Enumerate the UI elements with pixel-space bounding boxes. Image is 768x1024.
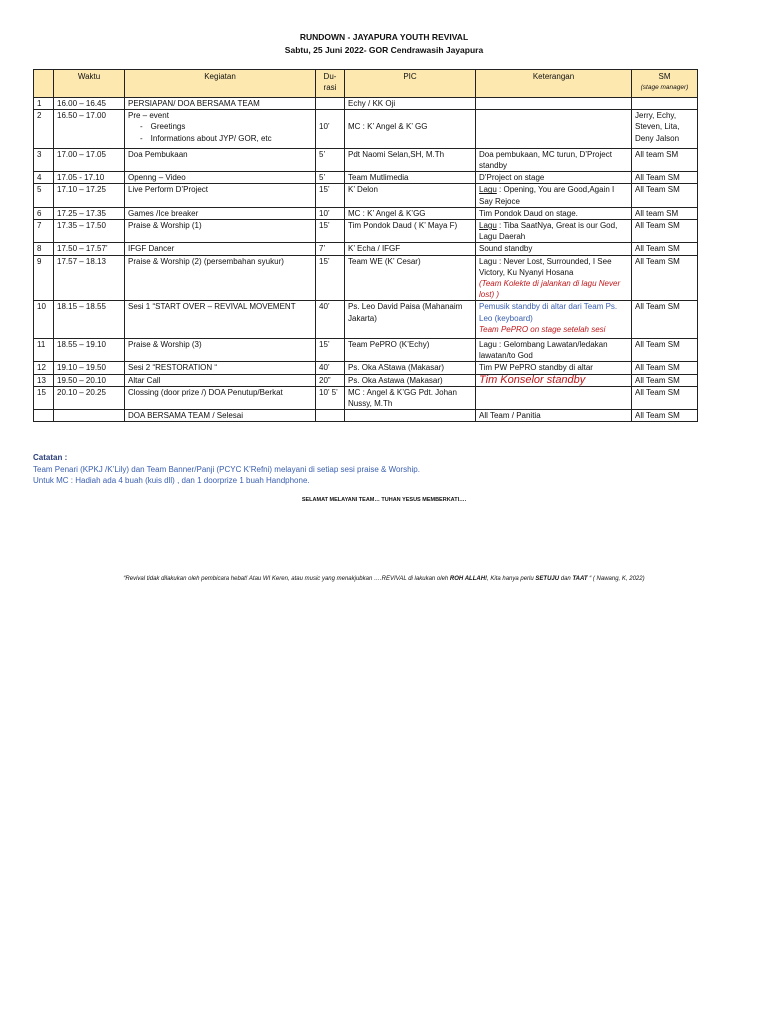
cell-durasi: 15’: [316, 255, 345, 301]
cell-sm: All Team SM: [632, 374, 698, 386]
keterangan-text: : Tiba SaatNya, Great is our God, Lagu Daerah: [479, 221, 618, 242]
sm-header-sublabel: (stage manager): [640, 84, 689, 92]
cell-no: 10: [34, 301, 54, 339]
cell-keterangan: [476, 386, 632, 409]
keterangan-text: Lagu : Never Lost, Surrounded, I See Victory, Ku Nyanyi Hosana: [479, 256, 612, 277]
cell-sm: All Team SM: [632, 243, 698, 255]
cell-waktu: 19.10 – 19.50: [54, 362, 125, 374]
cell-keterangan: [476, 301, 632, 339]
quote-text: dan: [559, 576, 573, 582]
notes-heading: Catatan :: [33, 453, 68, 462]
keterangan-text: : Opening, You are Good,Again I Say Rejoce: [479, 185, 615, 206]
table-row: [34, 220, 698, 243]
cell-sm: All Team SM: [632, 362, 698, 374]
cell-pic: Tim Pondok Daud ( K’ Maya F): [345, 220, 476, 243]
cell-kegiatan: Praise & Worship (3): [125, 339, 316, 362]
table-header-row: [34, 70, 698, 98]
cell-sm: All Team SM: [632, 386, 698, 409]
cell-kegiatan: Doa Pembukaan: [125, 148, 316, 171]
cell-durasi: 10’: [316, 207, 345, 219]
cell-keterangan: Sound standby: [476, 243, 632, 255]
kegiatan-subitem: - Informations about JYP/ GOR, etc: [154, 133, 312, 144]
table-row: [34, 148, 698, 171]
cell-no: 13: [34, 374, 54, 386]
cell-kegiatan: Openng – Video: [125, 172, 316, 184]
cell-keterangan: D’Project on stage: [476, 172, 632, 184]
cell-waktu: 17.57 – 18.13: [54, 255, 125, 301]
cell-no: 2: [34, 110, 54, 149]
cell-waktu: 17.50 – 17.57’: [54, 243, 125, 255]
keterangan-highlight: Tim Konselor standby: [479, 373, 586, 386]
cell-waktu: 17.05 - 17.10: [54, 172, 125, 184]
cell-sm: All Team SM: [632, 255, 698, 301]
cell-keterangan: Tim Pondok Daud on stage.: [476, 207, 632, 219]
closing-quote: [0, 576, 768, 582]
quote-emphasis: TAAT: [572, 576, 588, 582]
col-header-pic: PIC: [345, 70, 476, 98]
cell-kegiatan: Live Perform D’Project: [125, 184, 316, 207]
cell-sm: [632, 98, 698, 110]
table-row: [34, 301, 698, 339]
cell-kegiatan: DOA BERSAMA TEAM / Selesai: [125, 410, 316, 422]
cell-no: 5: [34, 184, 54, 207]
table-row: [34, 243, 698, 255]
cell-keterangan: [476, 220, 632, 243]
table-row: [34, 207, 698, 219]
cell-durasi: 15’: [316, 220, 345, 243]
col-header-sm: [632, 70, 698, 98]
cell-keterangan: [476, 110, 632, 149]
cell-pic: MC : K’ Angel & K’GG: [345, 207, 476, 219]
col-header-waktu: Waktu: [54, 70, 125, 98]
cell-pic: K’ Delon: [345, 184, 476, 207]
cell-sm: All Team SM: [632, 301, 698, 339]
cell-kegiatan: [125, 110, 316, 149]
cell-pic: Echy / KK Oji: [345, 98, 476, 110]
cell-no: 4: [34, 172, 54, 184]
cell-waktu: 17.35 – 17.50: [54, 220, 125, 243]
kegiatan-main: Pre – event: [128, 111, 169, 121]
cell-waktu: 19.50 – 20.10: [54, 374, 125, 386]
quote-text: , Kita hanya perlu: [487, 576, 536, 582]
cell-pic: Ps. Oka AStawa (Makasar): [345, 362, 476, 374]
cell-no: 15: [34, 386, 54, 409]
notes-line: Team Penari (KPKJ /K’Lily) dan Team Banner/Panji (PCYC K’Refni) melayani di setiap sesi praise & Worship.: [33, 464, 420, 474]
cell-no: 1: [34, 98, 54, 110]
cell-pic: Team WE (K’ Cesar): [345, 255, 476, 301]
quote-emphasis: SETUJU: [535, 576, 560, 582]
cell-kegiatan: Clossing (door prize /) DOA Penutup/Berkat: [125, 386, 316, 409]
keterangan-note: (Team Kolekte di jalankan di lagu Never lost) ): [479, 279, 621, 300]
kegiatan-subitem: - Greetings: [154, 121, 312, 132]
cell-pic: K’ Echa / IFGF: [345, 243, 476, 255]
durasi-header-line1: Du-: [323, 72, 337, 81]
cell-pic: MC : Angel & K’GG Pdt. Johan Nussy, M.Th: [345, 386, 476, 409]
cell-no: 8: [34, 243, 54, 255]
lagu-label: Lagu: [479, 221, 497, 231]
keterangan-blue-note: Pemusik standby di altar dari Team Ps. Leo (keyboard): [479, 302, 618, 323]
cell-waktu: 16.50 – 17.00: [54, 110, 125, 149]
cell-kegiatan: Praise & Worship (1): [125, 220, 316, 243]
table-row: [34, 410, 698, 422]
cell-waktu: 17.10 – 17.25: [54, 184, 125, 207]
table-row: [34, 362, 698, 374]
cell-keterangan: [476, 255, 632, 301]
cell-waktu: [54, 410, 125, 422]
cell-keterangan: [476, 98, 632, 110]
cell-kegiatan: Sesi 1 “START OVER – REVIVAL MOVEMENT: [125, 301, 316, 339]
cell-kegiatan: Sesi 2 “RESTORATION “: [125, 362, 316, 374]
cell-durasi: 15’: [316, 339, 345, 362]
cell-no: 11: [34, 339, 54, 362]
cell-no: 12: [34, 362, 54, 374]
cell-waktu: 18.55 – 19.10: [54, 339, 125, 362]
cell-sm: All Team SM: [632, 220, 698, 243]
cell-durasi: 40’: [316, 362, 345, 374]
cell-kegiatan: PERSIAPAN/ DOA BERSAMA TEAM: [125, 98, 316, 110]
col-header-durasi: [316, 70, 345, 98]
closing-message: SELAMAT MELAYANI TEAM… TUHAN YESUS MEMBERKATI….: [301, 497, 467, 503]
cell-sm: All team SM: [632, 207, 698, 219]
cell-sm: All Team SM: [632, 172, 698, 184]
cell-durasi: 10’: [316, 110, 345, 149]
cell-no: [34, 410, 54, 422]
notes-section: [33, 452, 420, 487]
cell-sm: All Team SM: [632, 410, 698, 422]
cell-sm: Jerry, Echy, Steven, Lita, Deny Jalson: [632, 110, 698, 149]
page-subtitle: Sabtu, 25 Juni 2022- GOR Cendrawasih Jayapura: [284, 45, 484, 55]
cell-durasi: 20”: [316, 374, 345, 386]
page-title: RUNDOWN - JAYAPURA YOUTH REVIVAL: [299, 32, 469, 42]
cell-sm: All Team SM: [632, 184, 698, 207]
durasi-header-line2: rasi: [323, 83, 337, 93]
cell-waktu: 18.15 – 18.55: [54, 301, 125, 339]
cell-durasi: 5’: [316, 172, 345, 184]
table-row: [34, 255, 698, 301]
cell-waktu: 17.00 – 17.05: [54, 148, 125, 171]
cell-pic: Pdt Naomi Selan,SH, M.Th: [345, 148, 476, 171]
cell-sm: All team SM: [632, 148, 698, 171]
cell-keterangan: [476, 374, 632, 386]
cell-pic: Ps. Oka Astawa (Makasar): [345, 374, 476, 386]
cell-keterangan: All Team / Panitia: [476, 410, 632, 422]
cell-keterangan: Tim PW PePRO standby di altar: [476, 362, 632, 374]
cell-durasi: [316, 98, 345, 110]
cell-pic: Ps. Leo David Paisa (Mahanaim Jakarta): [345, 301, 476, 339]
table-row: [34, 172, 698, 184]
table-row: [34, 374, 698, 386]
cell-durasi: 15’: [316, 184, 345, 207]
cell-kegiatan: Altar Call: [125, 374, 316, 386]
col-header-no: [34, 70, 54, 98]
kegiatan-sublist: [128, 121, 312, 143]
quote-text: “ ( Nawang, K, 2022): [587, 576, 645, 582]
cell-pic: MC : K’ Angel & K’ GG: [345, 110, 476, 149]
table-row: [34, 110, 698, 149]
cell-sm: All Team SM: [632, 339, 698, 362]
table-row: [34, 184, 698, 207]
cell-durasi: 40’: [316, 301, 345, 339]
keterangan-note: Team PePRO on stage setelah sesi: [479, 324, 606, 334]
table-row: [34, 339, 698, 362]
table-row: [34, 386, 698, 409]
cell-waktu: 16.00 – 16.45: [54, 98, 125, 110]
cell-pic: Team PePRO (K’Echy): [345, 339, 476, 362]
table-row: [34, 98, 698, 110]
cell-pic: [345, 410, 476, 422]
notes-line: Untuk MC : Hadiah ada 4 buah (kuis dll) , dan 1 doorprize 1 buah Handphone.: [33, 476, 310, 485]
cell-pic: Team Mutlimedia: [345, 172, 476, 184]
cell-waktu: 17.25 – 17.35: [54, 207, 125, 219]
cell-no: 7: [34, 220, 54, 243]
cell-no: 9: [34, 255, 54, 301]
cell-no: 6: [34, 207, 54, 219]
lagu-label: Lagu: [479, 185, 497, 195]
cell-waktu: 20.10 – 20.25: [54, 386, 125, 409]
quote-emphasis: ROH ALLAH!: [449, 576, 488, 582]
quote-text: “Revival tidak dilakukan oleh pembicara hebat! Atau WI Keren, atau music yang menakjubkan ….REVIVAL di lakukan oleh: [123, 576, 450, 582]
cell-keterangan: Lagu : Gelombang Lawatan/ledakan lawatan/to God: [476, 339, 632, 362]
cell-keterangan: Doa pembukaan, MC turun, D’Project standby: [476, 148, 632, 171]
cell-durasi: [316, 410, 345, 422]
col-header-kegiatan: Kegiatan: [125, 70, 316, 98]
cell-kegiatan: IFGF Dancer: [125, 243, 316, 255]
rundown-table: [33, 69, 698, 422]
cell-kegiatan: Praise & Worship (2) (persembahan syukur): [125, 255, 316, 301]
sm-header-label: SM: [658, 72, 671, 81]
cell-keterangan: [476, 184, 632, 207]
col-header-keterangan: Keterangan: [476, 70, 632, 98]
cell-no: 3: [34, 148, 54, 171]
cell-durasi: 7’: [316, 243, 345, 255]
cell-durasi: 5’: [316, 148, 345, 171]
cell-kegiatan: Games /Ice breaker: [125, 207, 316, 219]
cell-durasi: 10’ 5’: [316, 386, 345, 409]
